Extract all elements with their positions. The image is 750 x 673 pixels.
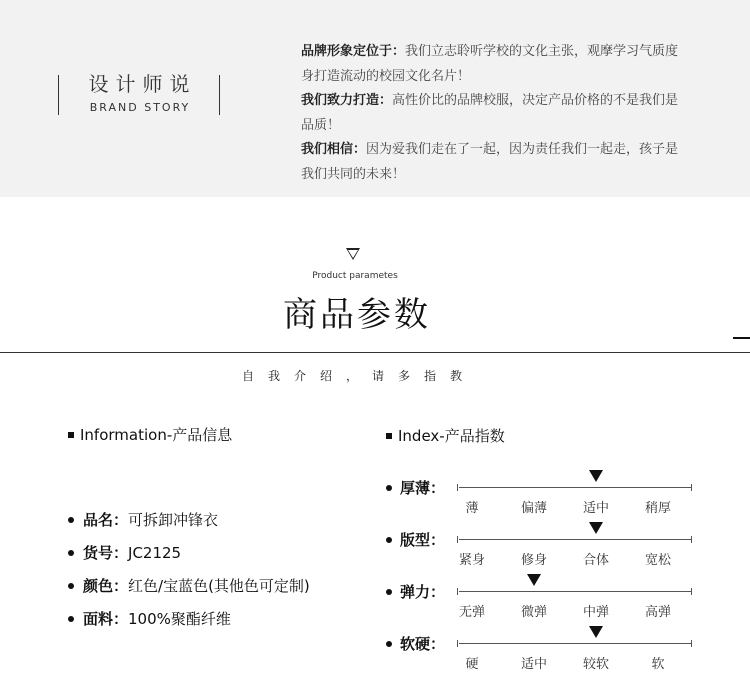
scale-option: 适中 (520, 657, 547, 672)
brand-paragraph-label: 品牌形象定位于： (301, 44, 406, 59)
index-row-softness (386, 633, 706, 673)
scale-option: 微弹 (520, 605, 547, 620)
index-row-elasticity (386, 581, 706, 621)
scale-line (459, 539, 691, 540)
index-row-label: 版型： (386, 529, 445, 550)
scale-option: 软 (651, 657, 665, 672)
scale-tick (457, 536, 458, 543)
scale-option: 宽松 (644, 553, 671, 568)
scale-option: 稍厚 (644, 501, 671, 516)
index-heading (386, 425, 505, 446)
info-value: 可拆卸冲锋衣 (128, 511, 219, 529)
index-row-label: 厚薄： (386, 477, 445, 498)
bullet-dot-icon (68, 616, 74, 622)
index-row-label: 软硬： (386, 633, 445, 654)
info-key: 颜色： (83, 577, 129, 595)
brand-story-title-en: BRAND STORY (89, 101, 191, 114)
bullet-dot-icon (68, 517, 74, 523)
info-item (68, 572, 310, 605)
info-value: 红色/宝蓝色(其他色可定制) (128, 577, 310, 595)
down-triangle-icon (346, 248, 360, 260)
information-heading (68, 424, 232, 445)
brand-paragraph-text: 我们立志聆听学校的文化主张，观摩学习气质度身打造流动的校园文化名片！ (301, 44, 679, 84)
divider-line (0, 352, 750, 353)
scale-tick (457, 640, 458, 647)
scale-pointer-icon (589, 470, 603, 482)
divider-accent (733, 337, 750, 339)
scale-option: 偏薄 (520, 501, 547, 516)
square-bullet-icon (68, 432, 74, 438)
brand-paragraph (301, 138, 681, 187)
scale-tick (457, 484, 458, 491)
info-key: 货号： (83, 544, 129, 562)
scale-option: 硬 (465, 657, 479, 672)
scale-pointer-icon (589, 626, 603, 638)
scale-option: 无弹 (458, 605, 485, 620)
bullet-dot-icon (386, 589, 392, 595)
scale-tick (691, 640, 692, 647)
brand-story-text (301, 40, 681, 187)
scale-option: 合体 (582, 553, 609, 568)
scale-tick (691, 484, 692, 491)
scale-option: 中弹 (582, 605, 609, 620)
brand-story-section (0, 0, 750, 197)
section-subtitle-en: Product parametes (312, 271, 398, 281)
scale-tick (457, 588, 458, 595)
index-row-fit (386, 529, 706, 569)
brand-paragraph (301, 89, 681, 138)
scale-option: 修身 (520, 553, 547, 568)
scale-line (459, 591, 691, 592)
scale-tick (691, 588, 692, 595)
bullet-dot-icon (68, 583, 74, 589)
brand-paragraph-text: 高性价比的品牌校服，决定产品价格的不是我们是品质！ (301, 93, 679, 133)
scale-tick (691, 536, 692, 543)
bullet-dot-icon (386, 537, 392, 543)
info-item (68, 506, 310, 539)
brand-paragraph-text: 因为爱我们走在了一起，因为责任我们一起走，孩子是我们共同的未来！ (301, 142, 679, 182)
brand-paragraph (301, 40, 681, 89)
bullet-dot-icon (386, 485, 392, 491)
brand-story-title-cn: 设计师说 (88, 72, 197, 96)
section-intro: 自我介绍，请多指教 (241, 369, 476, 383)
scale-option: 紧身 (458, 553, 485, 568)
scale-pointer-icon (589, 522, 603, 534)
scale-option: 较软 (582, 657, 609, 672)
brand-story-title-box (58, 72, 220, 115)
scale-option: 适中 (582, 501, 609, 516)
brand-paragraph-label: 我们致力打造： (301, 93, 393, 108)
scale-option: 高弹 (644, 605, 671, 620)
information-heading-text: Information-产品信息 (80, 426, 233, 444)
index-row-label: 弹力： (386, 581, 445, 602)
info-item (68, 539, 310, 572)
square-bullet-icon (386, 433, 392, 439)
brand-paragraph-label: 我们相信： (301, 142, 367, 157)
info-value: JC2125 (128, 544, 182, 562)
info-item (68, 605, 310, 638)
scale-line (459, 643, 691, 644)
info-key: 品名： (83, 511, 129, 529)
bullet-dot-icon (68, 550, 74, 556)
scale-pointer-icon (527, 574, 541, 586)
section-title: 商品参数 (283, 295, 431, 335)
scale-line (459, 487, 691, 488)
index-row-thickness (386, 477, 706, 517)
info-key: 面料： (83, 610, 129, 628)
bullet-dot-icon (386, 641, 392, 647)
info-value: 100%聚酯纤维 (128, 610, 231, 628)
information-list (68, 506, 310, 638)
scale-option: 薄 (465, 501, 479, 516)
index-heading-text: Index-产品指数 (398, 427, 505, 445)
